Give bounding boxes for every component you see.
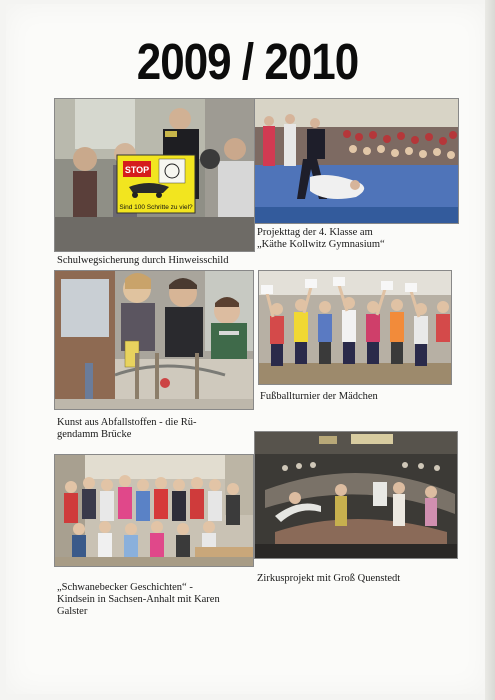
sign-slogan-text: Sind 100 Schritte zu viel? <box>119 204 193 211</box>
caption-project-day-line2: „Käthe Kollwitz Gymnasium“ <box>257 239 385 250</box>
caption-circus-text: Zirkusprojekt mit Groß Quenstedt <box>257 573 401 584</box>
photo-girls-football <box>258 270 452 385</box>
caption-school-way-text: Schulwegsicherung durch Hinweisschild <box>57 255 229 266</box>
caption-schwanebeck-line1: „Schwanebecker Geschichten“ - <box>57 582 193 593</box>
page-title: 2009 / 2010 <box>136 34 359 91</box>
caption-waste-art-line2: gendamm Brücke <box>57 429 132 440</box>
caption-schwanebeck-line2: Kindsein in Sachsen-Anhalt mit Karen <box>57 594 220 605</box>
page-edge <box>485 0 495 700</box>
photo-circus-project <box>254 431 458 559</box>
caption-waste-art-line1: Kunst aus Abfallstoffen - die Rü- <box>57 417 197 428</box>
photo-project-day-gym <box>254 98 459 224</box>
caption-football-text: Fußballturnier der Mädchen <box>260 391 378 402</box>
caption-school-way <box>57 255 228 267</box>
caption-schwanebeck-line3: Galster <box>57 606 88 617</box>
photo-waste-art-bridge <box>54 270 254 410</box>
caption-project-day <box>257 227 385 251</box>
caption-football <box>260 391 378 403</box>
caption-schwanebeck <box>57 582 220 618</box>
caption-waste-art <box>57 417 197 441</box>
photo-class-group <box>54 454 254 567</box>
stop-sign-text: STOP <box>124 165 150 175</box>
photo-school-way-sign <box>54 98 255 252</box>
caption-project-day-line1: Projekttag der 4. Klasse am <box>257 227 373 238</box>
caption-circus <box>257 573 400 585</box>
